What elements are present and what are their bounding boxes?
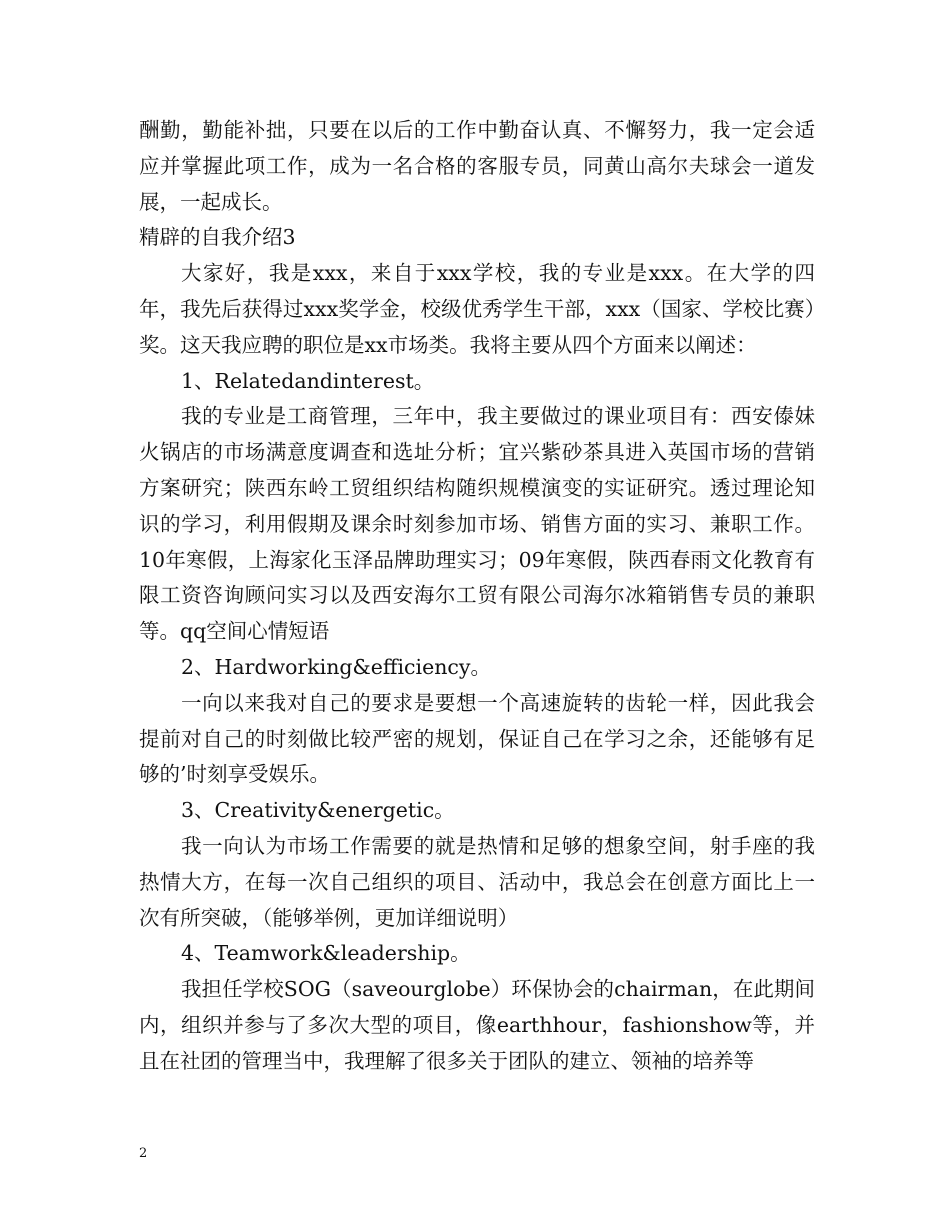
point-3-body: 我一向认为市场工作需要的就是热情和足够的想象空间，射手座的我热情大方，在每一次自己组织的项目、活动中，我总会在创意方面比上一次有所突破，（能够举例，更加详细说明） (139, 833, 815, 930)
document-body (139, 113, 815, 1080)
point-2-heading: 2、Hardworking&efficiency。 (181, 654, 491, 679)
point-4-heading: 4、Teamwork&leadership。 (181, 941, 471, 966)
point-1-body: 我的专业是工商管理，三年中，我主要做过的课业项目有：西安傣妹火锅店的市场满意度调查和选址分析；宜兴紫砂茶具进入英国市场的营销方案研究；陕西东岭工贸组织结构随织规模演变的实证研究。透过理论知识的学习，利用假期及课余时刻参加市场、销售方面的实习、兼职工作。10年寒假，上海家化玉泽品牌助理实习；09年寒假，陕西春雨文化教育有限工资咨询顾问实习以及西安海尔工贸有限公司海尔冰箱销售专员的兼职等。qq空间心情短语 (139, 404, 815, 644)
point-1-heading: 1、Relatedandinterest。 (181, 368, 435, 393)
point-4-body: 我担任学校SOG（saveourglobe）环保协会的chairman，在此期间内，组织并参与了多次大型的项目，像earthhour，fashionshow等，并且在社团的管理当中，我理解了很多关于团队的建立、领袖的培养等 (139, 977, 815, 1073)
page-number: 2 (139, 1146, 148, 1161)
closing-paragraph: 酬勤，勤能补拙，只要在以后的工作中勤奋认真、不懈努力，我一定会适应并掌握此项工作，成为一名合格的客服专员，同黄山高尔夫球会一道发展，一起成长。 (139, 118, 815, 214)
section-heading: 精辟的自我介绍3 (139, 225, 296, 250)
intro-paragraph: 大家好，我是xxx，来自于xxx学校，我的专业是xxx。在大学的四年，我先后获得过xxx奖学金，校级优秀学生干部，xxx（国家、学校比赛）奖。这天我应聘的职位是xx市场类。我将主要从四个方面来以阐述： (139, 261, 815, 357)
point-2-body: 一向以来我对自己的要求是要想一个高速旋转的齿轮一样，因此我会提前对自己的时刻做比较严密的规划，保证自己在学习之余，还能够有足够的’时刻享受娱乐。 (139, 690, 815, 787)
point-3-heading: 3、Creativity&energetic。 (181, 798, 455, 823)
